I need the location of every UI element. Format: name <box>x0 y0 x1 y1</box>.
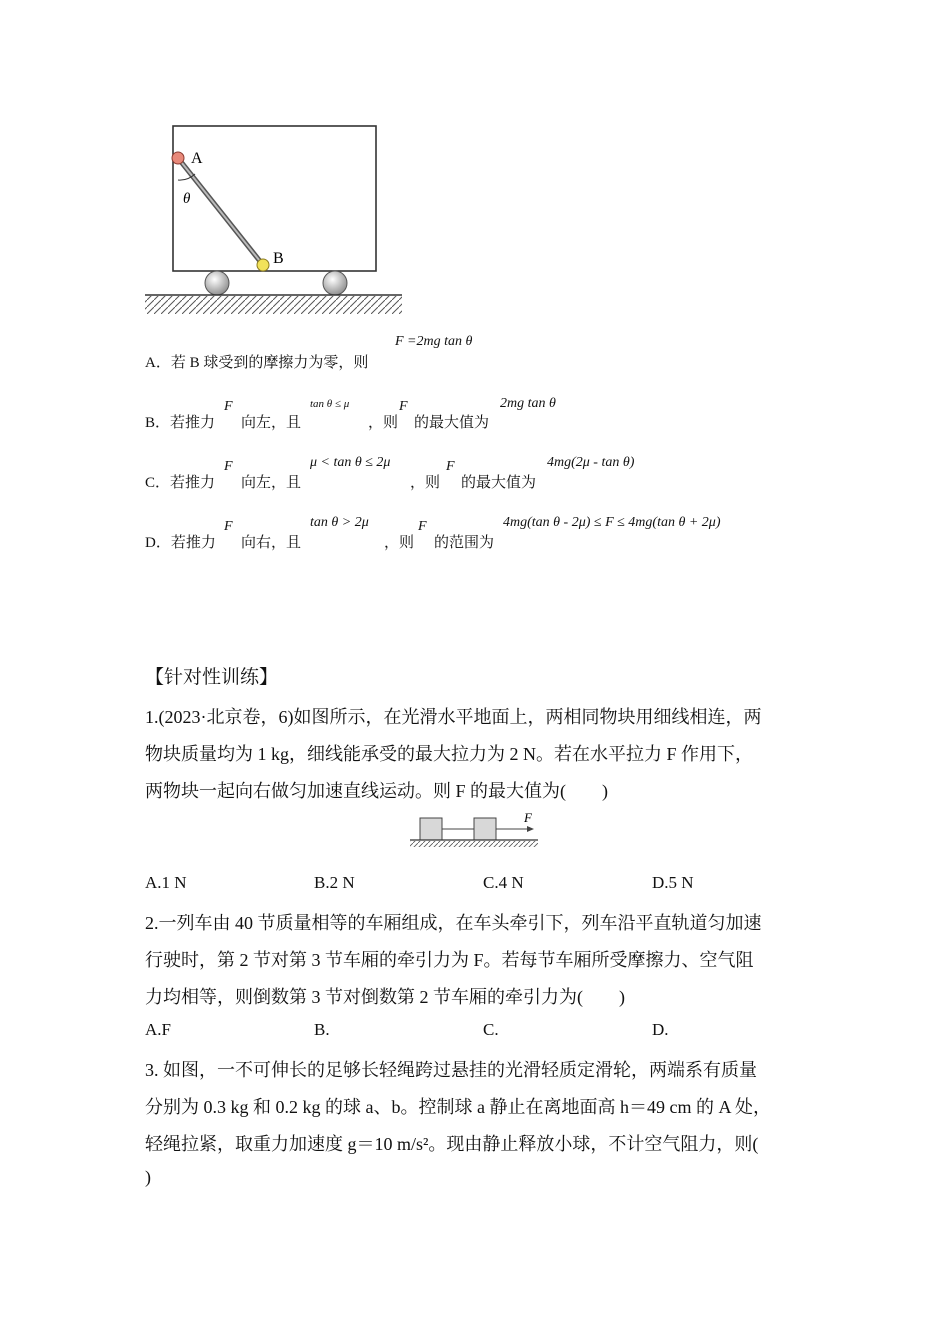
option-b-condition: tan θ ≤ μ <box>310 398 350 410</box>
option-d-suffix: 的范围为 <box>434 535 495 551</box>
option-b-F2: F <box>399 399 408 414</box>
option-c-formula: 4mg(2μ - tan θ) <box>547 455 635 470</box>
wheel-left <box>205 271 229 295</box>
option-d-condition: tan θ > 2μ <box>310 515 369 530</box>
option-d-then: ，则 <box>384 535 415 551</box>
label-b: B <box>273 250 284 267</box>
option-a: A．若 B 球受到的摩擦力为零，则 <box>145 355 369 371</box>
block-left <box>420 818 442 840</box>
force-label: F <box>524 810 532 825</box>
q1-choice-b[interactable]: B.2 N <box>314 873 355 892</box>
option-c-suffix: 的最大值为 <box>461 475 537 491</box>
option-b-suffix: 的最大值为 <box>414 415 490 431</box>
section-heading: 【针对性训练】 <box>145 667 279 688</box>
q1-line-1: 1.(2023·北京卷，6)如图所示，在光滑水平地面上，两相同物块用细线相连，两 <box>145 707 762 727</box>
blocks-figure <box>408 808 543 850</box>
q1-choice-c[interactable]: C.4 N <box>483 873 524 892</box>
ball-b <box>257 259 269 271</box>
q2-line-3: 力均相等，则倒数第 3 节对倒数第 2 节车厢的牵引力为( ) <box>145 987 625 1007</box>
option-c-F: F <box>224 459 233 474</box>
option-b-mid: 向左，且 <box>241 415 302 431</box>
option-c-condition: μ < tan θ ≤ 2μ <box>310 455 391 470</box>
q3-line-3: 轻绳拉紧，取重力加速度 g＝10 m/s²。现由静止释放小球，不计空气阻力，则( <box>145 1134 759 1154</box>
label-a: A <box>191 150 203 167</box>
q2-choice-c[interactable]: C. <box>483 1020 499 1039</box>
option-d-F2: F <box>418 519 427 534</box>
q1-choice-d[interactable]: D.5 N <box>652 873 694 892</box>
ball-a <box>172 152 184 164</box>
option-b-F: F <box>224 399 233 414</box>
q3-line-1: 3. 如图，一不可伸长的足够长轻绳跨过悬挂的光滑轻质定滑轮，两端系有质量 <box>145 1060 757 1080</box>
option-c: C．若推力 <box>145 475 216 491</box>
q2-line-1: 2.一列车由 40 节质量相等的车厢组成，在车头牵引下，列车沿平直轨道匀加速 <box>145 913 762 933</box>
option-d-mid: 向右，且 <box>241 535 302 551</box>
cart-rod-figure <box>140 118 410 323</box>
option-a-formula: F =2mg tan θ <box>395 334 473 349</box>
floor-hatch <box>410 841 538 847</box>
q1-line-2: 物块质量均为 1 kg，细线能承受的最大拉力为 2 N。若在水平拉力 F 作用下， <box>145 744 754 764</box>
option-b-formula: 2mg tan θ <box>500 396 556 411</box>
option-d-formula: 4mg(tan θ - 2μ) ≤ F ≤ 4mg(tan θ + 2μ) <box>503 515 721 530</box>
q1-line-3: 两物块一起向右做匀加速直线运动。则 F 的最大值为( ) <box>145 781 608 801</box>
option-c-mid: 向左，且 <box>241 475 302 491</box>
q2-choice-d[interactable]: D. <box>652 1020 669 1039</box>
block-right <box>474 818 496 840</box>
option-d: D．若推力 <box>145 535 216 551</box>
option-c-F2: F <box>446 459 455 474</box>
q1-choice-a[interactable]: A.1 N <box>145 873 187 892</box>
ground-hatch <box>145 296 402 314</box>
option-b-then: ，则 <box>368 415 399 431</box>
wheel-right <box>323 271 347 295</box>
option-d-F: F <box>224 519 233 534</box>
option-b: B．若推力 <box>145 415 216 431</box>
q3-line-4: ) <box>145 1167 151 1187</box>
label-theta: θ <box>183 191 191 207</box>
q3-line-2: 分别为 0.3 kg 和 0.2 kg 的球 a、b。控制球 a 静止在离地面高 h＝49 cm 的 A 处， <box>145 1097 771 1117</box>
q2-line-2: 行驶时，第 2 节对第 3 节车厢的牵引力为 F。若每节车厢所受摩擦力、空气阻 <box>145 950 754 970</box>
q2-choice-a[interactable]: A.F <box>145 1020 171 1039</box>
q2-choice-b[interactable]: B. <box>314 1020 330 1039</box>
option-c-then: ，则 <box>410 475 441 491</box>
